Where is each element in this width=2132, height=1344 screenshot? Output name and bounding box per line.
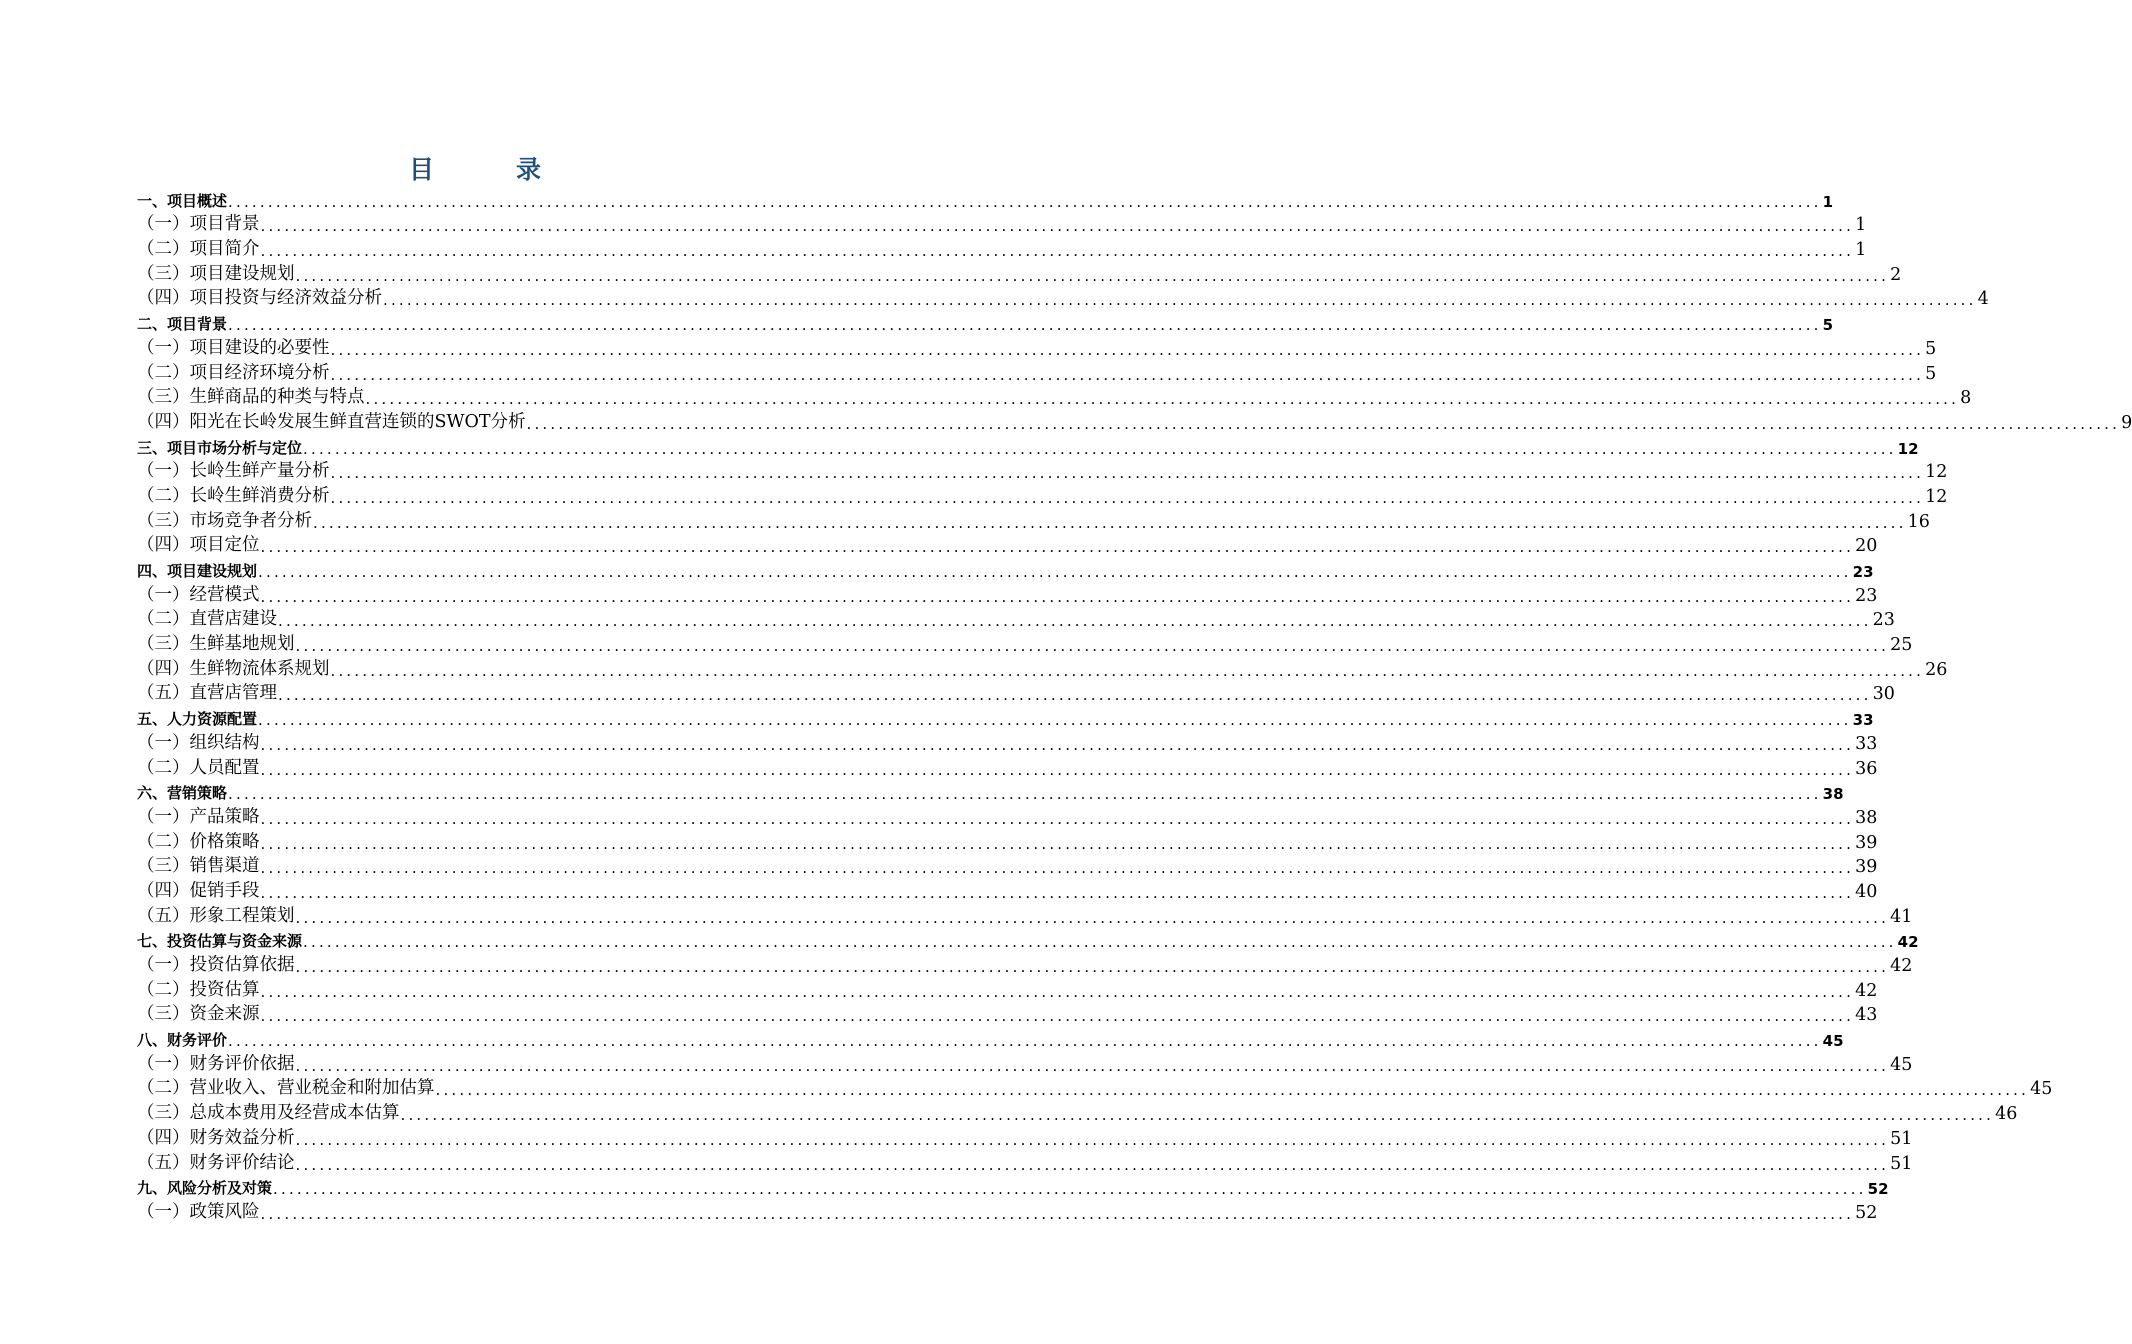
toc-entry-label: （四）财务效益分析	[137, 1127, 295, 1148]
toc-subsection-entry[interactable]	[137, 1198, 1878, 1223]
toc-entry-label: （四）促销手段	[137, 880, 260, 901]
toc-page-number: 9	[2121, 412, 2132, 433]
toc-page-number: 23	[1852, 563, 1874, 581]
toc-dot-leader: ........................................................................................................................................................................................................	[330, 365, 1925, 384]
toc-page-number: 46	[1995, 1104, 2018, 1125]
toc-entry-label: （三）项目建设规划	[137, 263, 295, 284]
toc-page-number: 5	[1925, 363, 1937, 384]
toc-subsection-entry[interactable]	[137, 877, 1878, 902]
toc-entry-label: （二）项目经济环境分析	[137, 362, 330, 383]
toc-page-number: 2	[1890, 264, 1902, 285]
toc-page-number: 1	[1855, 240, 1867, 261]
toc-entry-label: （五）直营店管理	[137, 683, 277, 704]
toc-entry-label: 二、项目背景	[137, 315, 228, 334]
toc-page-number: 5	[1925, 338, 1937, 359]
toc-subsection-entry[interactable]	[137, 902, 1913, 927]
toc-dot-leader: ........................................................................................................................................................................................................	[278, 612, 1872, 631]
toc-subsection-entry[interactable]	[137, 507, 1930, 532]
toc-entry-label: （三）资金来源	[137, 1004, 260, 1025]
toc-entry-label: 九、风险分析及对策	[137, 1179, 273, 1198]
toc-page-number: 8	[1960, 388, 1972, 409]
toc-dot-leader: ........................................................................................................................................................................................................	[273, 1180, 1867, 1199]
toc-subsection-entry[interactable]	[137, 853, 1878, 878]
toc-entry-label: 六、营销策略	[137, 784, 228, 803]
toc-dot-leader: ........................................................................................................................................................................................................	[258, 711, 1852, 730]
toc-page-number: 42	[1897, 933, 1919, 952]
toc-page-number: 1	[1822, 192, 1834, 211]
toc-page-number: 40	[1855, 881, 1878, 902]
toc-dot-leader: ........................................................................................................................................................................................................	[383, 291, 1977, 310]
toc-dot-leader: ........................................................................................................................................................................................................	[295, 1056, 1890, 1075]
toc-subsection-entry[interactable]	[137, 976, 1878, 1001]
toc-dot-leader: ........................................................................................................................................................................................................	[526, 414, 2121, 433]
toc-page-number: 33	[1855, 733, 1878, 754]
toc-dot-leader: ........................................................................................................................................................................................................	[295, 266, 1890, 285]
toc-page-number: 12	[1925, 462, 1948, 483]
toc-dot-leader: ........................................................................................................................................................................................................	[330, 661, 1925, 680]
toc-entry-label: 五、人力资源配置	[137, 710, 258, 729]
toc-dot-leader: ........................................................................................................................................................................................................	[295, 1130, 1890, 1149]
toc-entry-label: （二）投资估算	[137, 979, 260, 1000]
toc-entry-label: （二）直营店建设	[137, 609, 277, 630]
toc-entry-label: （二）人员配置	[137, 757, 260, 778]
toc-page-number: 23	[1872, 610, 1895, 631]
toc-entry-label: （一）长岭生鲜产量分析	[137, 461, 330, 482]
toc-subsection-entry[interactable]	[137, 532, 1878, 557]
toc-title-left: 目	[408, 155, 434, 184]
toc-dot-leader: ........................................................................................................................................................................................................	[295, 637, 1890, 656]
toc-dot-leader: ........................................................................................................................................................................................................	[260, 735, 1855, 754]
toc-page-number: 12	[1925, 486, 1948, 507]
toc-subsection-entry[interactable]	[137, 655, 1948, 680]
toc-page-number: 36	[1855, 758, 1878, 779]
toc-page-number: 1	[1855, 215, 1867, 236]
toc-page-number: 5	[1822, 316, 1834, 335]
toc-subsection-entry[interactable]	[137, 384, 1972, 409]
toc-entry-label: 一、项目概述	[137, 191, 228, 210]
toc-subsection-entry[interactable]	[137, 729, 1878, 754]
toc-page-number: 12	[1897, 439, 1919, 458]
toc-page-number: 16	[1907, 511, 1930, 532]
toc-subsection-entry[interactable]	[137, 606, 1895, 631]
table-of-contents	[137, 186, 2132, 1223]
toc-dot-leader: ........................................................................................................................................................................................................	[330, 464, 1925, 483]
toc-dot-leader: ........................................................................................................................................................................................................	[435, 1081, 2030, 1100]
toc-dot-leader: ........................................................................................................................................................................................................	[260, 834, 1855, 853]
toc-page-number: 25	[1890, 635, 1913, 656]
toc-dot-leader: ........................................................................................................................................................................................................	[258, 563, 1852, 581]
toc-dot-leader: ........................................................................................................................................................................................................	[295, 958, 1890, 976]
toc-dot-leader: ........................................................................................................................................................................................................	[260, 1204, 1855, 1223]
toc-page-number: 45	[1822, 1032, 1844, 1051]
toc-page-number: 26	[1925, 659, 1948, 680]
toc-entry-label: （一）政策风险	[137, 1201, 260, 1222]
toc-entry-label: （五）形象工程策划	[137, 905, 295, 926]
toc-subsection-entry[interactable]	[137, 1124, 1913, 1149]
toc-dot-leader: ........................................................................................................................................................................................................	[365, 390, 1960, 409]
toc-page-number: 52	[1855, 1202, 1878, 1223]
toc-page-number: 42	[1855, 980, 1878, 1001]
toc-dot-leader: ........................................................................................................................................................................................................	[295, 908, 1890, 927]
toc-dot-leader: ........................................................................................................................................................................................................	[260, 859, 1855, 878]
toc-entry-label: 七、投资估算与资金来源	[137, 932, 303, 951]
toc-dot-leader: ........................................................................................................................................................................................................	[260, 982, 1855, 1001]
toc-subsection-entry[interactable]	[137, 458, 1948, 483]
toc-entry-label: （三）生鲜基地规划	[137, 634, 295, 655]
toc-entry-label: 四、项目建设规划	[137, 562, 258, 580]
toc-entry-label: （一）财务评价依据	[137, 1053, 295, 1074]
toc-title	[0, 150, 950, 186]
toc-section-entry[interactable]	[137, 556, 1874, 581]
toc-entry-label: （一）项目背景	[137, 214, 260, 235]
toc-dot-leader: ........................................................................................................................................................................................................	[400, 1106, 1995, 1125]
toc-entry-label: （二）营业收入、营业税金和附加估算	[137, 1078, 435, 1099]
toc-page-number: 39	[1855, 857, 1878, 878]
toc-entry-label: （一）产品策略	[137, 806, 260, 827]
toc-entry-label: 八、财务评价	[137, 1031, 228, 1050]
toc-section-entry[interactable]	[137, 704, 1874, 730]
toc-entry-label: （四）项目投资与经济效益分析	[137, 288, 382, 309]
toc-page-number: 4	[1977, 289, 1989, 310]
toc-subsection-entry[interactable]	[137, 1050, 1913, 1075]
toc-dot-leader: ........................................................................................................................................................................................................	[260, 217, 1855, 236]
toc-page-number: 43	[1855, 1005, 1878, 1026]
toc-page-number: 23	[1855, 585, 1878, 606]
toc-title-right: 录	[516, 155, 542, 184]
toc-dot-leader: ........................................................................................................................................................................................................	[330, 488, 1925, 507]
toc-entry-label: （三）市场竞争者分析	[137, 510, 312, 531]
toc-dot-leader: ........................................................................................................................................................................................................	[228, 1032, 1822, 1051]
toc-entry-label: （一）经营模式	[137, 584, 260, 605]
toc-dot-leader: ........................................................................................................................................................................................................	[278, 686, 1872, 705]
toc-subsection-entry[interactable]	[137, 951, 1913, 976]
toc-subsection-entry[interactable]	[137, 285, 1989, 310]
toc-page-number: 42	[1890, 956, 1913, 976]
toc-page-number: 51	[1890, 1153, 1913, 1174]
toc-entry-label: （四）生鲜物流体系规划	[137, 658, 330, 679]
toc-page-number: 51	[1890, 1128, 1913, 1149]
toc-page-number: 30	[1872, 684, 1895, 705]
toc-dot-leader: ........................................................................................................................................................................................................	[330, 340, 1925, 359]
toc-subsection-entry[interactable]	[137, 630, 1913, 656]
toc-subsection-entry[interactable]	[137, 1149, 1913, 1174]
toc-dot-leader: ........................................................................................................................................................................................................	[228, 316, 1822, 335]
toc-entry-label: （二）价格策略	[137, 831, 260, 852]
toc-dot-leader: ........................................................................................................................................................................................................	[295, 1155, 1890, 1174]
toc-dot-leader: ........................................................................................................................................................................................................	[303, 439, 1897, 458]
toc-entry-label: （四）阳光在长岭发展生鲜直营连锁的SWOT分析	[137, 411, 526, 432]
toc-page-number: 45	[2030, 1079, 2053, 1100]
toc-section-entry[interactable]	[137, 186, 1834, 211]
toc-page-number: 33	[1852, 711, 1874, 730]
toc-dot-leader: ........................................................................................................................................................................................................	[228, 192, 1822, 211]
toc-section-entry[interactable]	[137, 927, 1919, 952]
toc-entry-label: （三）总成本费用及经营成本估算	[137, 1103, 400, 1124]
toc-dot-leader: ........................................................................................................................................................................................................	[260, 587, 1855, 606]
toc-entry-label: （二）长岭生鲜消费分析	[137, 485, 330, 506]
toc-dot-leader: ........................................................................................................................................................................................................	[260, 538, 1855, 557]
toc-subsection-entry[interactable]	[137, 581, 1878, 606]
toc-entry-label: （五）财务评价结论	[137, 1152, 295, 1173]
toc-page-number: 20	[1855, 536, 1878, 557]
toc-section-entry[interactable]	[137, 1174, 1889, 1199]
toc-subsection-entry[interactable]	[137, 680, 1895, 705]
toc-page-number: 39	[1855, 832, 1878, 853]
toc-subsection-entry[interactable]	[137, 754, 1878, 779]
toc-subsection-entry[interactable]	[137, 1001, 1878, 1026]
toc-dot-leader: ........................................................................................................................................................................................................	[260, 809, 1855, 828]
toc-dot-leader: ........................................................................................................................................................................................................	[260, 1007, 1855, 1026]
toc-subsection-entry[interactable]	[137, 482, 1948, 507]
toc-subsection-entry[interactable]	[137, 359, 1937, 384]
toc-subsection-entry[interactable]	[137, 211, 1867, 236]
toc-entry-label: （四）项目定位	[137, 535, 260, 556]
toc-subsection-entry[interactable]	[137, 408, 2132, 433]
toc-dot-leader: ........................................................................................................................................................................................................	[303, 933, 1897, 952]
toc-section-entry[interactable]	[137, 433, 1919, 458]
toc-page-number: 45	[1890, 1054, 1913, 1075]
toc-subsection-entry[interactable]	[137, 803, 1878, 828]
toc-page-number: 38	[1822, 785, 1844, 804]
toc-entry-label: （一）投资估算依据	[137, 955, 295, 975]
toc-dot-leader: ........................................................................................................................................................................................................	[313, 513, 1907, 532]
toc-page-number: 38	[1855, 807, 1878, 828]
toc-subsection-entry[interactable]	[137, 235, 1867, 261]
toc-subsection-entry[interactable]	[137, 828, 1878, 853]
toc-dot-leader: ........................................................................................................................................................................................................	[260, 242, 1855, 261]
toc-entry-label: （三）销售渠道	[137, 856, 260, 877]
toc-subsection-entry[interactable]	[137, 1075, 2053, 1100]
toc-entry-label: （二）项目简介	[137, 239, 260, 260]
toc-page-number: 41	[1890, 906, 1913, 927]
toc-dot-leader: ........................................................................................................................................................................................................	[228, 785, 1822, 804]
toc-entry-label: （一）组织结构	[137, 732, 260, 753]
toc-section-entry[interactable]	[137, 309, 1834, 335]
toc-entry-label: （一）项目建设的必要性	[137, 337, 330, 358]
toc-subsection-entry[interactable]	[137, 260, 1902, 285]
toc-entry-label: 三、项目市场分析与定位	[137, 438, 303, 457]
toc-section-entry[interactable]	[137, 1025, 1844, 1051]
toc-entry-label: （三）生鲜商品的种类与特点	[137, 387, 365, 408]
toc-section-entry[interactable]	[137, 779, 1844, 804]
toc-subsection-entry[interactable]	[137, 1099, 2018, 1125]
toc-subsection-entry[interactable]	[137, 334, 1937, 359]
toc-dot-leader: ........................................................................................................................................................................................................	[260, 760, 1855, 779]
toc-page-number: 52	[1867, 1180, 1889, 1199]
toc-dot-leader: ........................................................................................................................................................................................................	[260, 883, 1855, 902]
